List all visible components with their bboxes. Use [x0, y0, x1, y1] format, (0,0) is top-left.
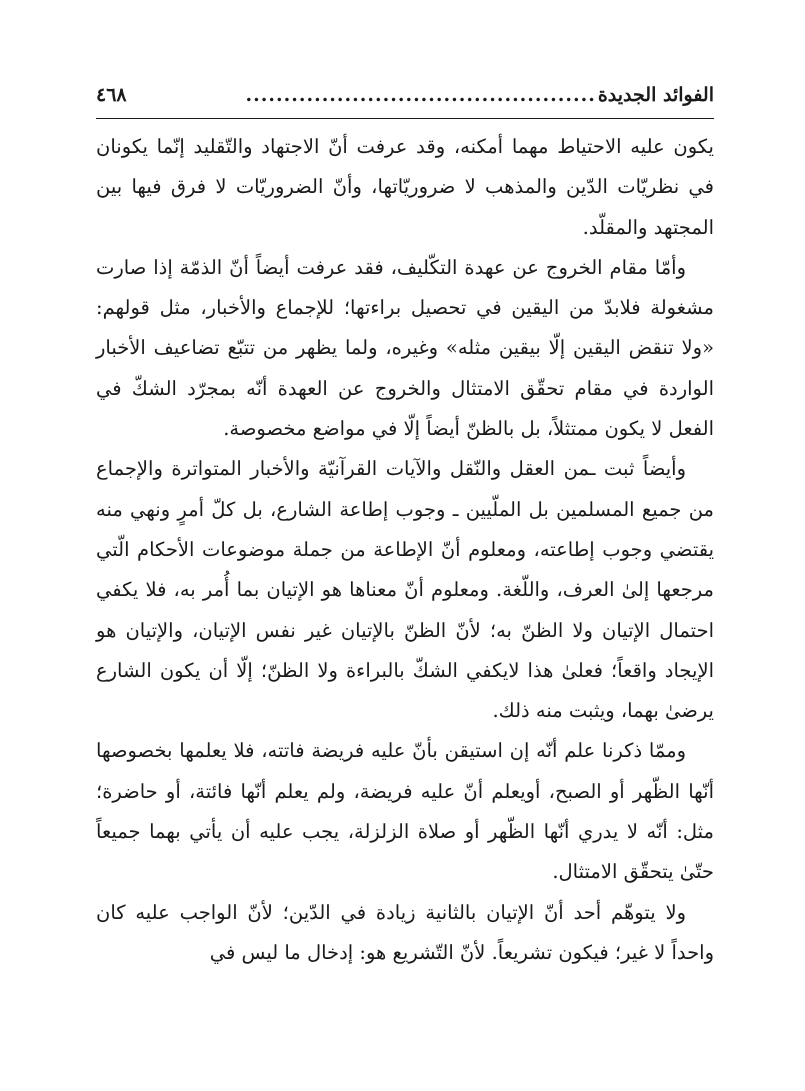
running-header: [96, 84, 714, 119]
paragraph-1: يكون عليه الاحتياط مهما أمكنه، وقد عرفت أنّ الاجتهاد والتّقليد إنّما يكونان في نظريّات الدّين والمذهب لا ضروريّاتها، وأنّ الضروريّات لا فرق فيها بين المجتهد والمقلّد.: [96, 135, 714, 239]
book-title: الفوائد الجديدة: [597, 84, 714, 106]
paragraph-5: ولا يتوهّم أحد أنّ الإتيان بالثانية زيادة في الدّين؛ لأنّ الواجب عليه كان واحداً لا غير؛ فيكون تشريعاً. لأنّ التّشريع هو: إدخال ما ليس في: [96, 900, 714, 964]
header-dot-leader: ..............................................: [245, 84, 596, 106]
book-page: [96, 84, 714, 973]
paragraph-2: وأمّا مقام الخروج عن عهدة التكّليف، فقد عرفت أيضاً أنّ الذمّة إذا صارت مشغولة فلابدّ من اليقين في تحصيل براءتها؛ للإجماع والأخبار، مثل قولهم: «ولا تنقض اليقين إلّا بيقين مثله» وغيره، ولما يظهر من تتبّع تضاعيف الأخبار الواردة في مقام تحقّق الامتثال والخروج عن العهدة أنّه بمجرّد الشكّ في الفعل لا يكون ممتثلاً، بل بالظنّ أيضاً إلّا في مواضع مخصوصة.: [96, 255, 714, 441]
paragraph-4: وممّا ذكرنا علم أنّه إن استيقن بأنّ عليه فريضة فاتته، فلا يعلمها بخصوصها أنّها الظّهر أو الصبح، أويعلم أنّ عليه فريضة، ولم يعلم أنّها فائتة، أو حاضرة؛ مثل: أنّه لا يدري أنّها الظّهر أو صلاة الزلزلة، يجب عليه أن يأتي بهما جميعاً حتّىٰ يتحقّق الامتثال.: [96, 739, 714, 884]
page-number: ٤٦٨: [96, 84, 127, 106]
paragraph-3: وأيضاً ثبت ـمن العقل والنّقل والآيات القرآنيّة والأخبار المتواترة والإجماع من جميع المسلمين بل الملّيين ـ وجوب إطاعة الشارع، بل كلّ أمرٍ ونهي منه يقتضي وجوب إطاعته، ومعلوم أنّ الإطاعة من جملة موضوعات الأحكام الّتي مرجعها إلىٰ العرف، واللّغة. ومعلوم أنّ معناها هو الإتيان بما أُمر به، فلا يكفي احتمال الإتيان ولا الظنّ به؛ لأنّ الظنّ بالإتيان غير نفس الإتيان، والإتيان هو الإيجاد واقعاً؛ فعلىٰ هذا لايكفي الشكّ بالبراءة ولا الظنّ؛ إلّا أن يكون الشارع يرضىٰ بهما، ويثبت منه ذلك.: [96, 457, 714, 723]
